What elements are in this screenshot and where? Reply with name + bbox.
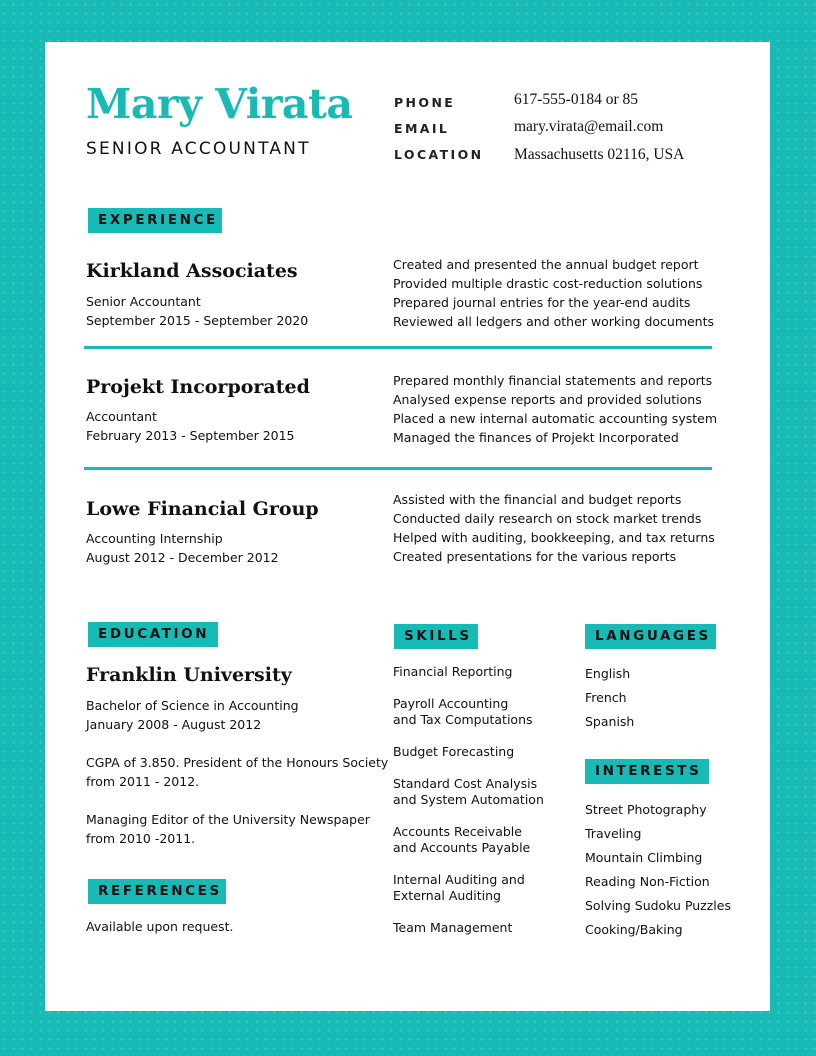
list-item: Created presentations for the various reports (393, 549, 677, 564)
job-2-role: Accountant (86, 409, 157, 424)
skill-3 (393, 744, 514, 760)
list-item: Reviewed all ledgers and other working documents (393, 314, 715, 329)
email-label: EMAIL (394, 121, 450, 136)
skill-7 (393, 920, 512, 936)
job-3-role: Accounting Internship (86, 531, 223, 546)
list-item: Payroll Accounting (393, 696, 509, 711)
list-item: Prepared monthly financial statements and reports (393, 373, 713, 388)
skill-5 (393, 824, 530, 856)
education-note-2 (86, 810, 370, 848)
list-item: Street Photography (585, 802, 707, 817)
job-3-bullets (393, 490, 715, 566)
languages-heading: LANGUAGES (585, 624, 716, 649)
job-2-company: Projekt Incorporated (86, 376, 310, 398)
location-value: Massachusetts 02116, USA (514, 146, 685, 163)
job-1-bullets (393, 255, 714, 331)
list-item: Created and presented the annual budget report (393, 257, 699, 272)
experience-heading: EXPERIENCE (88, 208, 222, 233)
note-line: from 2011 - 2012. (86, 774, 200, 789)
education-heading: EDUCATION (88, 622, 218, 647)
job-2-bullets (393, 371, 717, 447)
note-line: CGPA of 3.850. President of the Honours Society (86, 755, 389, 770)
list-item: Accounts Receivable (393, 824, 522, 839)
languages-list (585, 662, 634, 734)
list-item: Mountain Climbing (585, 850, 703, 865)
list-item: and Accounts Payable (393, 840, 531, 855)
phone-value: 617-555-0184 or 85 (514, 91, 638, 108)
skill-4 (393, 776, 544, 808)
list-item: Standard Cost Analysis (393, 776, 538, 791)
section-divider (84, 346, 712, 349)
degree: Bachelor of Science in Accounting (86, 698, 299, 713)
job-2-dates: February 2013 - September 2015 (86, 428, 295, 443)
list-item: and Tax Computations (393, 712, 533, 727)
list-item: Helped with auditing, bookkeeping, and tax returns (393, 530, 715, 545)
list-item: Team Management (393, 920, 513, 935)
list-item: Managed the finances of Projekt Incorporated (393, 430, 679, 445)
phone-label: PHONE (394, 95, 456, 110)
applicant-name: Mary Virata (86, 80, 353, 128)
note-line: from 2010 -2011. (86, 831, 196, 846)
list-item: Provided multiple drastic cost-reduction solutions (393, 276, 703, 291)
list-item: Financial Reporting (393, 664, 513, 679)
education-dates: January 2008 - August 2012 (86, 717, 262, 732)
list-item: English (585, 666, 631, 681)
list-item: Conducted daily research on stock market trends (393, 511, 702, 526)
location-label: LOCATION (394, 147, 484, 162)
list-item: Solving Sudoku Puzzles (585, 898, 731, 913)
list-item: Cooking/Baking (585, 922, 683, 937)
email-value: mary.virata@email.com (514, 118, 664, 135)
school-name: Franklin University (86, 664, 292, 686)
job-title: SENIOR ACCOUNTANT (86, 139, 311, 159)
list-item: Placed a new internal automatic accounting system (393, 411, 717, 426)
list-item: Analysed expense reports and provided solutions (393, 392, 702, 407)
job-3-company: Lowe Financial Group (86, 498, 319, 520)
job-1-role: Senior Accountant (86, 294, 201, 309)
references-heading: REFERENCES (88, 879, 226, 904)
list-item: Traveling (585, 826, 642, 841)
list-item: Reading Non-Fiction (585, 874, 710, 889)
references-text: Available upon request. (86, 919, 234, 934)
education-note-1 (86, 753, 388, 791)
list-item: Budget Forecasting (393, 744, 515, 759)
job-3-dates: August 2012 - December 2012 (86, 550, 279, 565)
note-line: Managing Editor of the University Newspaper (86, 812, 370, 827)
skills-heading: SKILLS (394, 624, 478, 649)
job-1-dates: September 2015 - September 2020 (86, 313, 309, 328)
list-item: Internal Auditing and (393, 872, 525, 887)
skill-2 (393, 696, 533, 728)
list-item: Assisted with the financial and budget reports (393, 492, 682, 507)
interests-heading: INTERESTS (585, 759, 709, 784)
list-item: French (585, 690, 627, 705)
interests-list (585, 798, 731, 942)
list-item: and System Automation (393, 792, 544, 807)
section-divider (84, 467, 712, 470)
skill-1 (393, 664, 512, 680)
list-item: External Auditing (393, 888, 501, 903)
resume-sheet (45, 42, 770, 1011)
job-1-company: Kirkland Associates (86, 260, 298, 282)
list-item: Spanish (585, 714, 635, 729)
list-item: Prepared journal entries for the year-end audits (393, 295, 691, 310)
skill-6 (393, 872, 525, 904)
